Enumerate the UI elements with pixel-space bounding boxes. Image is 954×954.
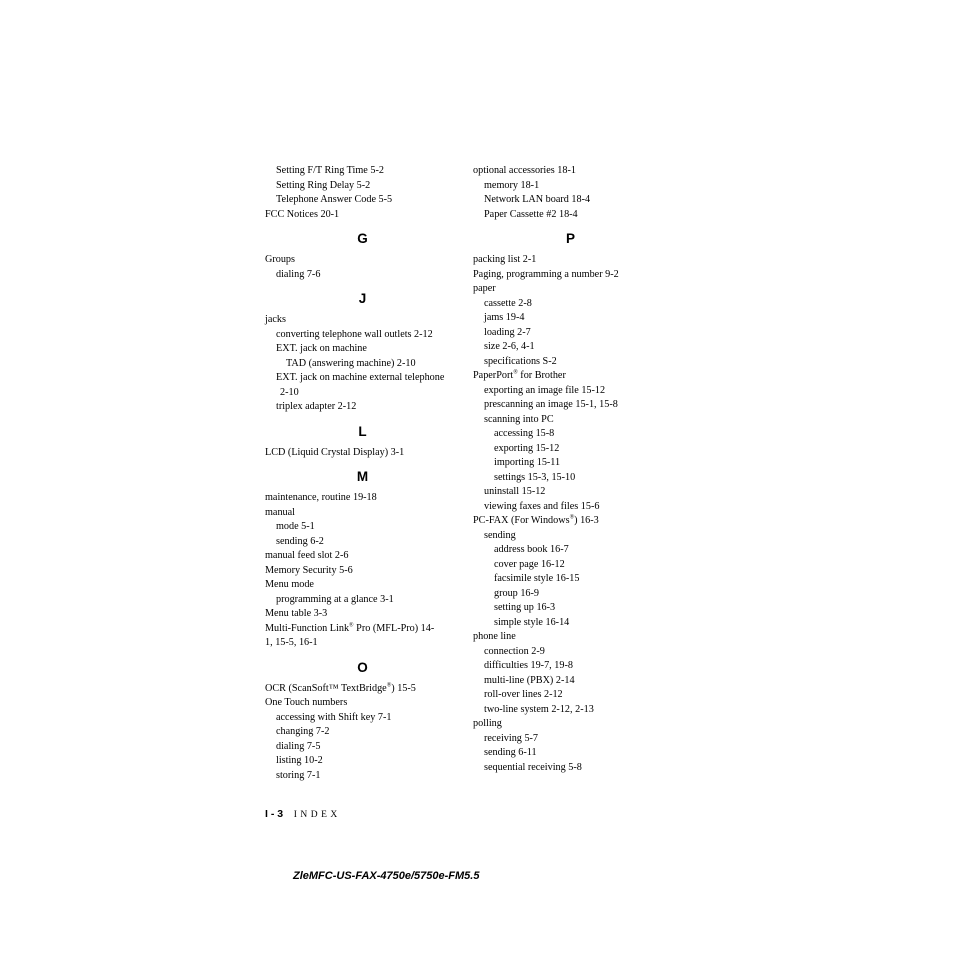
index-entry: exporting an image file 15-12 — [484, 384, 606, 396]
index-entry: jams 19-4 — [484, 312, 525, 323]
index-entry: multi-line (PBX) 2-14 — [484, 674, 575, 686]
index-entry: cassette 2-8 — [484, 297, 532, 309]
index-entry: listing 10-2 — [276, 755, 323, 766]
index-entry: scanning into PC — [484, 413, 554, 425]
index-entry: facsimile style 16-15 — [494, 573, 580, 584]
index-entry-suffix: for Brother — [517, 370, 566, 381]
index-entry: 2-10 — [280, 386, 299, 398]
index-entry: packing list 2-1 — [473, 254, 537, 265]
index-entry: uninstall 15-12 — [484, 486, 546, 497]
index-entry: address book 16-7 — [494, 544, 569, 555]
index-entry-suffix: ) 16-3 — [574, 515, 599, 526]
index-entry: EXT. jack on machine external telephone — [276, 372, 445, 383]
index-entry: programming at a glance 3-1 — [276, 593, 394, 605]
index-entry: TAD (answering machine) 2-10 — [286, 357, 416, 369]
index-entry: Telephone Answer Code 5-5 — [276, 194, 393, 205]
index-entry-text: PaperPort — [473, 370, 514, 381]
index-entry: polling — [473, 718, 502, 729]
index-entry-text: Multi-Function Link — [265, 622, 350, 634]
index-entry: group 16-9 — [494, 587, 539, 599]
index-entry: phone line — [473, 631, 516, 642]
index-entry: One Touch numbers — [265, 697, 348, 708]
registered-mark: ® — [513, 369, 518, 376]
index-entry: difficulties 19-7, 19-8 — [484, 660, 573, 671]
index-entry: optional accessories 18-1 — [473, 165, 576, 176]
index-entry: receiving 5-7 — [484, 732, 539, 744]
index-entry — [265, 622, 460, 637]
index-entry: simple style 16-14 — [494, 616, 570, 628]
index-entry: mode 5-1 — [276, 521, 315, 532]
index-entry: sending 6-2 — [276, 535, 324, 547]
page-footer — [265, 808, 341, 820]
index-entry: viewing faxes and files 15-6 — [484, 500, 600, 512]
registered-mark: ® — [349, 622, 354, 629]
index-entry: roll-over lines 2-12 — [484, 689, 563, 700]
index-entry: converting telephone wall outlets 2-12 — [276, 328, 433, 340]
index-entry: sending 6-11 — [484, 747, 537, 758]
index-entry: Paper Cassette #2 18-4 — [484, 208, 578, 220]
index-entry: settings 15-3, 15-10 — [494, 471, 576, 483]
index-entry: specifications S-2 — [484, 355, 557, 367]
index-entry: 1, 15-5, 16-1 — [265, 637, 318, 648]
index-entry: importing 15-11 — [494, 457, 561, 468]
index-entry: jacks — [265, 314, 286, 325]
registered-mark: ® — [569, 514, 575, 521]
index-entry: Paging, programming a number 9-2 — [473, 268, 619, 280]
index-entry: loading 2-7 — [484, 326, 531, 338]
index-entry: paper — [473, 283, 496, 294]
index-entry: sending — [484, 529, 516, 541]
section-label: INDEX — [293, 810, 341, 820]
index-entry: accessing 15-8 — [494, 428, 555, 439]
index-entry: prescanning an image 15-1, 15-8 — [484, 399, 618, 410]
index-entry: Memory Security 5-6 — [265, 564, 353, 576]
index-entry-suffix: Pro (MFL-Pro) 14- — [353, 622, 435, 634]
index-entry: EXT. jack on machine — [276, 343, 367, 354]
index-column-left — [265, 164, 460, 783]
index-entry-text: OCR (ScanSoft™ TextBridge — [265, 682, 387, 694]
index-entry: cover page 16-12 — [494, 558, 565, 570]
index-entry: setting up 16-3 — [494, 602, 556, 613]
index-entry: triplex adapter 2-12 — [276, 401, 357, 412]
file-identifier: ZleMFC-US-FAX-4750e/5750e-FM5.5 — [293, 870, 480, 882]
index-entry: Setting Ring Delay 5-2 — [276, 179, 371, 191]
index-entry: accessing with Shift key 7-1 — [276, 711, 392, 723]
index-column-right — [473, 164, 668, 775]
index-letter-heading: O — [357, 659, 368, 675]
index-letter-heading: G — [357, 231, 368, 246]
index-entry: memory 18-1 — [484, 179, 540, 191]
index-entry: FCC Notices 20-1 — [265, 208, 340, 220]
index-entry: storing 7-1 — [276, 769, 321, 781]
index-entry: dialing 7-5 — [276, 740, 321, 752]
index-letter-heading: L — [358, 423, 367, 439]
index-letter-heading: P — [565, 231, 575, 246]
index-entry — [265, 682, 460, 697]
index-entry: dialing 7-6 — [276, 268, 321, 280]
index-entry: Setting F/T Ring Time 5-2 — [276, 165, 384, 176]
index-entry: manual — [265, 506, 295, 518]
index-entry: size 2-6, 4-1 — [484, 341, 535, 352]
index-entry: Network LAN board 18-4 — [484, 194, 591, 205]
index-letter-heading: J — [358, 291, 367, 306]
index-entry: maintenance, routine 19-18 — [265, 492, 377, 503]
index-entry: LCD (Liquid Crystal Display) 3-1 — [265, 446, 405, 458]
registered-mark: ® — [386, 682, 392, 689]
index-entry: changing 7-2 — [276, 726, 330, 737]
index-entry: sequential receiving 5-8 — [484, 761, 582, 773]
index-entry — [473, 369, 668, 384]
index-entry — [473, 514, 668, 529]
index-entry: Menu mode — [265, 579, 314, 590]
index-letter-heading: M — [356, 469, 369, 484]
index-entry: Groups — [265, 254, 295, 265]
index-entry-suffix: ) 15-5 — [391, 682, 416, 694]
index-entry: Menu table 3-3 — [265, 608, 328, 619]
index-entry: exporting 15-12 — [494, 442, 560, 454]
index-entry-text: PC-FAX (For Windows — [473, 515, 570, 526]
index-entry: manual feed slot 2-6 — [265, 550, 349, 561]
index-entry: connection 2-9 — [484, 645, 545, 657]
index-entry: two-line system 2-12, 2-13 — [484, 703, 594, 715]
page-number: I - 3 — [265, 808, 284, 820]
